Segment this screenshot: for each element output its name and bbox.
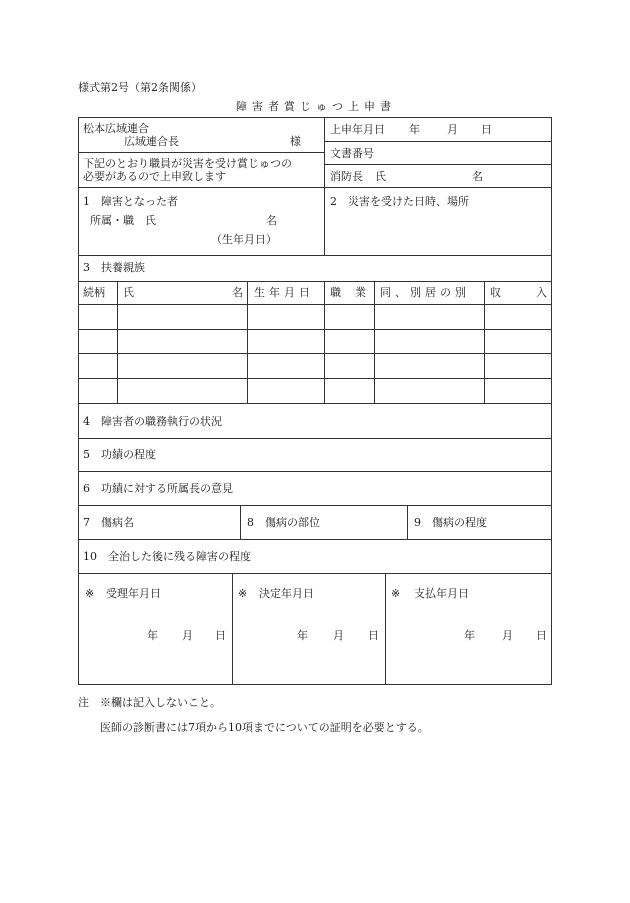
paid-day: 日 — [536, 629, 547, 642]
office-mark-paid: ※ — [391, 587, 401, 600]
decided-day: 日 — [368, 629, 379, 642]
application-form — [78, 117, 552, 685]
section-5-label: 5 功績の程度 — [83, 448, 156, 461]
section-10-label: 10 全治した後に残る障害の程度 — [83, 550, 251, 563]
received-day: 日 — [215, 629, 226, 642]
received-year: 年 — [147, 629, 158, 642]
section-9-label: 9 傷病の程度 — [414, 516, 487, 529]
section-1-label: 1 障害となった者 — [83, 195, 178, 208]
submission-date-label: 上申年月日 — [330, 123, 385, 136]
note-prefix: 注 — [78, 696, 89, 709]
submission-date-year: 年 — [409, 123, 420, 136]
col-dob: 生年月日 — [254, 286, 314, 299]
submission-date-day: 日 — [481, 123, 492, 136]
addressee-org: 松本広域連合 — [83, 122, 149, 135]
submission-date-month: 月 — [447, 123, 458, 136]
fire-chief-label: 消防長 — [330, 170, 363, 183]
decided-date-label: 決定年月日 — [259, 587, 314, 600]
note-1: ※欄は記入しないこと。 — [100, 696, 221, 709]
col-relation: 続柄 — [83, 286, 105, 299]
paid-date-label: 支払年月日 — [414, 587, 469, 600]
col-job: 職業 — [330, 286, 380, 299]
paid-year: 年 — [464, 629, 475, 642]
addressee-honorific: 様 — [290, 135, 301, 148]
frame-right — [551, 117, 552, 685]
form-title: 障害者賞じゅつ上申書 — [236, 100, 396, 113]
intro-line-1: 下記のとおり職員が災害を受け賞じゅつの — [83, 157, 292, 170]
section-1-mei: 名 — [266, 214, 277, 227]
section-2-label: 2 災害を受けた日時、場所 — [330, 195, 469, 208]
addressee-person: 広域連合長 — [124, 135, 179, 148]
intro-line-2: 必要があるので上申致します — [83, 170, 226, 183]
section-1-affiliation: 所属・職 氏 — [90, 214, 156, 227]
received-month: 月 — [182, 629, 193, 642]
divider-top-center — [324, 117, 325, 255]
decided-month: 月 — [333, 629, 344, 642]
decided-year: 年 — [297, 629, 308, 642]
section-8-label: 8 傷病の部位 — [247, 516, 320, 529]
frame-left — [78, 117, 79, 685]
col-shi: 氏 — [123, 286, 134, 299]
office-mark-received: ※ — [85, 587, 95, 600]
document-number-label: 文書番号 — [330, 147, 374, 160]
section-3-label: 3 扶養親族 — [83, 261, 145, 274]
office-mark-decided: ※ — [238, 587, 248, 600]
col-mei: 名 — [232, 286, 243, 299]
section-4-label: 4 障害者の職務執行の状況 — [83, 415, 222, 428]
section-7-label: 7 傷病名 — [83, 516, 134, 529]
frame-bottom — [78, 684, 552, 685]
col-living: 同、別居の別 — [380, 286, 470, 299]
received-date-label: 受理年月日 — [106, 587, 161, 600]
section-6-label: 6 功績に対する所属長の意見 — [83, 482, 233, 495]
form-number: 様式第2号（第2条関係） — [78, 81, 202, 94]
fire-chief-mei: 名 — [472, 170, 483, 183]
note-2: 医師の診断書には7項から10項までについての証明を必要とする。 — [100, 721, 429, 734]
fire-chief-shi: 氏 — [375, 170, 386, 183]
section-1-dob: （生年月日） — [211, 233, 277, 246]
frame-top — [78, 117, 552, 118]
paid-month: 月 — [502, 629, 513, 642]
col-income-a: 収 — [490, 286, 501, 299]
col-income-b: 入 — [536, 286, 547, 299]
